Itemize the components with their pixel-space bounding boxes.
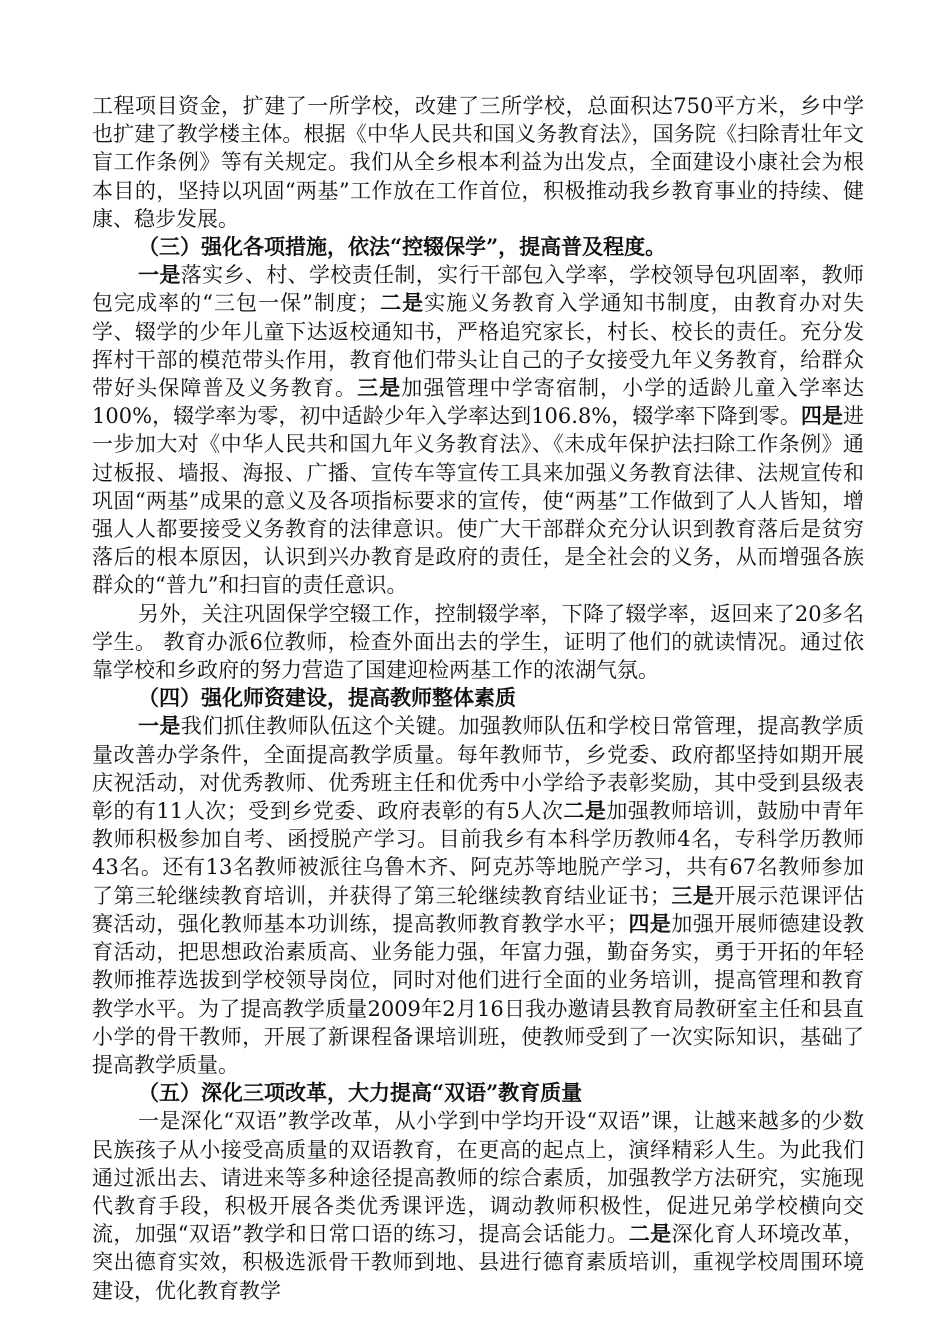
document-page <box>92 92 864 1305</box>
paragraph-text: 开展示范课评估赛活动，强化教师基本功训练，提高教师教育教学水平； <box>92 883 865 936</box>
paragraph-text: 加强开展师德建设教育活动，把思想政治素质高、业务能力强，年富力强，勤奋务实，勇于开拓的年轻教师推荐选拔到学校领导岗位，同时对他们进行全面的业务培训，提高管理和教育教学水平。为了提高教学质量2009年2月16日我办邀请县教育局教研室主任和县直小学的骨干教师，开展了新课程备课培训班，使教师受到了一次实际知识，基础了提高教学质量。 <box>92 911 865 1077</box>
item-marker: 四是 <box>627 910 672 936</box>
paragraph-text: （三）强化各项措施，依法“控辍保学”，提高普及程度。 <box>138 234 667 260</box>
body-paragraph <box>92 600 864 685</box>
paragraph-text: 另外，关注巩固保学空辍工作，控制辍学率，下降了辍学率，返回来了20多名学生。 教育办派6位教师，检查外面出去的学生，证明了他们的就读情况。通过依靠学校和乡政府的努力营造了国建迎检两基工作的浓湖气氛。 <box>92 601 864 683</box>
paragraph-text: （五）深化三项改革，大力提高“双语”教育质量 <box>138 1080 583 1106</box>
paragraph-text: （四）强化师资建设，提高教师整体素质 <box>138 685 516 711</box>
item-marker: 二是 <box>379 290 425 316</box>
paragraph-text: 工程项目资金，扩建了一所学校，改建了三所学校，总面积达750平方米，乡中学也扩建了教学楼主体。根据《中华人民共和国义务教育法》，国务院《扫除青壮年文盲工作条例》等有关规定。我们从全乡根本利益为出发点，全面建设小康社会为根本目的，坚持以巩固“两基”工作放在工作首位，积极推动我乡教育事业的持续、健康、稳步发展。 <box>92 94 864 231</box>
paragraph-text: 加强教师培训，鼓励中青年教师积极参加自考、函授脱产学习。目前我乡有本科学历教师4名，专科学历教师43名。还有13名教师被派往乌鲁木齐、阿克苏等地脱产学习，共有67名教师参加了第三轮继续教育培训，并获得了第三轮继续教育结业证书； <box>92 799 865 908</box>
item-marker: 三是 <box>670 882 715 908</box>
section-heading <box>92 1079 864 1107</box>
paragraph-text: 我们抓住教师队伍这个关键。加强教师队伍和学校日常管理，提高教学质量改善办学条件，全面提高教学质量。每年教师节，乡党委、政府都坚持如期开展庆祝活动，对优秀教师、优秀班主任和优秀中小学给予表彰奖励，其中受到县级表彰的有11人次；受到乡党委、政府表彰的有5人次 <box>92 714 865 824</box>
item-marker: 一是 <box>138 713 181 739</box>
paragraph-text: 实施义务教育入学通知书制度，由教育办对失学、辍学的少年儿童下达返校通知书，严格追究家长，村长、校长的责任。充分发挥村干部的模范带头作用，教育他们带头让自己的子女接受九年义务教育，给群众带好头保障普及义务教育。 <box>92 291 865 401</box>
body-paragraph <box>92 1107 864 1304</box>
item-marker: 一是 <box>138 262 181 288</box>
item-marker: 二是 <box>563 798 607 824</box>
paragraph-text: 落实乡、村、学校责任制，实行干部包入学率，学校领导包巩固率，教师包完成率的“三包一保”制度； <box>92 263 865 316</box>
item-marker: 四是 <box>800 403 844 429</box>
item-marker: 二是 <box>628 1221 672 1247</box>
paragraph-text: 进一步加大对《中华人民共和国九年义务教育法》、《未成年保护法扫除工作条例》通过板报、墙报、海报、广播、宣传车等宣传工具来加强义务教育法律、法规宣传和巩固“两基”成果的意义及各项指标要求的宣传，使“两基”工作做到了人人皆知，增强人人都要接受义务教育的法律意识。使广大干部群众充分认识到教育落后是贫穷落后的根本原因，认识到兴办教育是政府的责任，是全社会的义务，从而增强各族群众的“普九”和扫盲的责任意识。 <box>92 404 865 598</box>
body-paragraph <box>92 712 864 1079</box>
item-marker: 三是 <box>357 375 402 401</box>
body-paragraph <box>92 92 864 233</box>
paragraph-text: 一是深化“双语”教学改革，从小学到中学均开设“双语”课，让越来越多的少数民族孩子从小接受高质量的双语教育，在更高的起点上，演绎精彩人生。为此我们通过派出去、请进来等多种途径提高教师的综合素质，加强教学方法研究，实施现代教育手段，积极开展各类优秀课评选，调动教师积极性，促进兄弟学校横向交流，加强“双语”教学和日常口语的练习，提高会话能力。 <box>92 1109 864 1247</box>
paragraph-text: 深化育人环境改革，突出德育实效，积极选派骨干教师到地、县进行德育素质培训，重视学校周围环境建设，优化教育教学 <box>92 1222 865 1303</box>
section-heading <box>92 684 864 712</box>
paragraph-text: 加强管理中学寄宿制，小学的适龄儿童入学率达100%，辍学率为零，初中适龄少年入学率达到106.8%，辍学率下降到零。 <box>92 376 865 429</box>
section-heading <box>92 233 864 261</box>
body-paragraph <box>92 261 864 599</box>
